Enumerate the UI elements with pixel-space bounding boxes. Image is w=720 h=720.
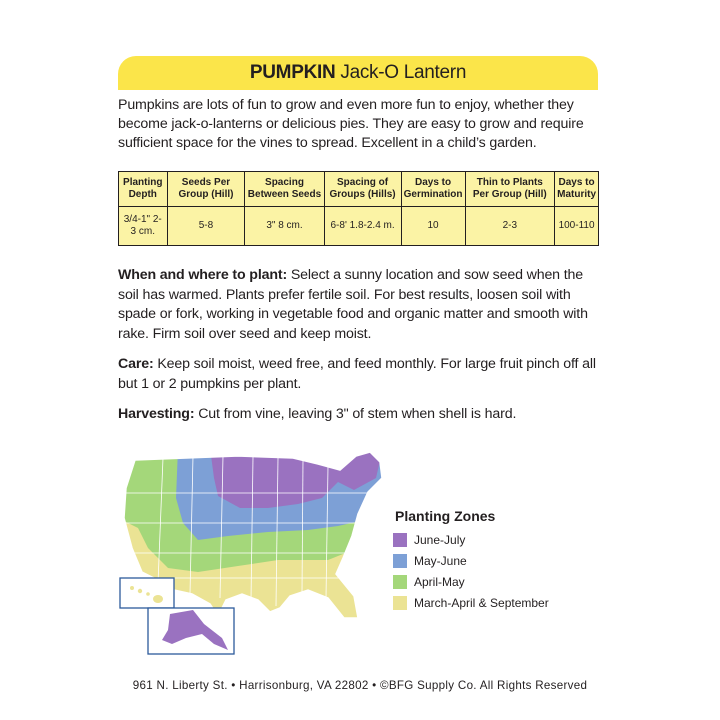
legend-title: Planting Zones: [395, 508, 496, 524]
table-cell: 3" 8 cm.: [245, 207, 324, 246]
care-label: Care:: [118, 356, 154, 372]
table-header: Days to Maturity: [555, 172, 599, 207]
legend-item-june-july: [393, 529, 549, 550]
legend-swatch: [393, 596, 407, 610]
table-header: Spacing of Groups (Hills): [324, 172, 401, 207]
table-cell: 5-8: [167, 207, 245, 246]
when-where-section: [118, 266, 602, 344]
table-header: Days to Germination: [401, 172, 465, 207]
legend-swatch: [393, 554, 407, 568]
legend-label: May-June: [414, 553, 467, 568]
planting-zone-map: [118, 448, 408, 658]
harvesting-label: Harvesting:: [118, 406, 195, 422]
intro-paragraph: Pumpkins are lots of fun to grow and even more fun to enjoy, whether they become jack-o-lanterns or delicious pies. They are easy to grow and require sufficient space for the vines to spread. Excellent in a child’s garden.: [118, 97, 584, 151]
table-cell: 10: [401, 207, 465, 246]
legend-swatch: [393, 533, 407, 547]
legend-label: April-May: [414, 574, 465, 589]
table-cell: 2-3: [465, 207, 555, 246]
table-header: Spacing Between Seeds: [245, 172, 324, 207]
table-cell: 6-8' 1.8-2.4 m.: [324, 207, 401, 246]
footer-address: 961 N. Liberty St. • Harrisonburg, VA 22802 • ©BFG Supply Co. All Rights Reserved: [132, 679, 588, 692]
table-row: [119, 207, 599, 246]
title-banner: [118, 56, 598, 90]
table-header-row: [119, 172, 599, 207]
page-title: [250, 62, 466, 84]
planting-zones-legend: [393, 508, 549, 613]
legend-swatch: [393, 575, 407, 589]
growing-info-table: [118, 171, 599, 246]
table-header: Planting Depth: [119, 172, 168, 207]
legend-item-april-may: [393, 571, 549, 592]
title-variety: Jack-O Lantern: [340, 62, 467, 83]
table-header: Thin to Plants Per Group (Hill): [465, 172, 555, 207]
when-where-text: Select a sunny location and sow seed when the soil has warmed. Plants prefer fertile soil. For best results, loosen soil with spade or fork, working in vegetable food and organic matter and smooth with rake. Firm soil over seed and keep moist.: [118, 267, 588, 342]
legend-label: June-July: [414, 532, 466, 547]
harvesting-text: Cut from vine, leaving 3" of stem when shell is hard.: [198, 406, 517, 422]
legend-item-march-april-september: [393, 592, 549, 613]
table-cell: 100-110: [555, 207, 599, 246]
table-cell: 3/4-1" 2-3 cm.: [119, 207, 168, 246]
title-bold: PUMPKIN: [249, 62, 336, 83]
legend-item-may-june: [393, 550, 549, 571]
care-text: Keep soil moist, weed free, and feed monthly. For large fruit pinch off all but 1 or 2 pumpkins per plant.: [118, 356, 596, 392]
care-section: [118, 355, 602, 394]
harvesting-section: [118, 405, 602, 425]
when-where-label: When and where to plant:: [118, 267, 288, 283]
legend-label: March-April & September: [414, 595, 549, 610]
table-header: Seeds Per Group (Hill): [167, 172, 245, 207]
